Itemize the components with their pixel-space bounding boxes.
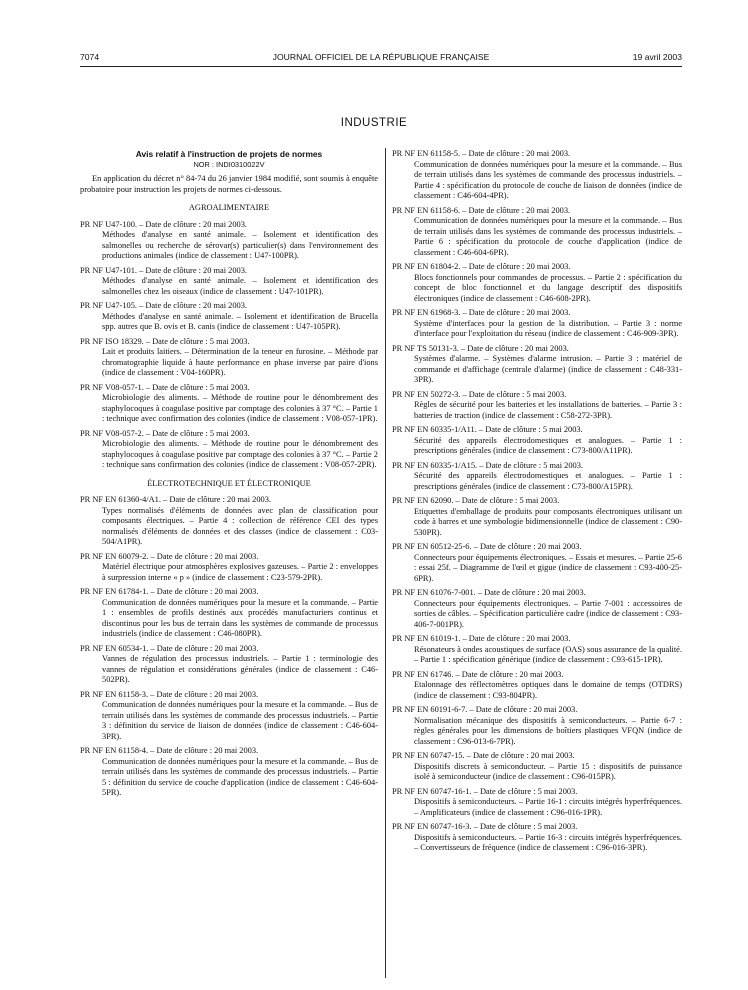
standard-entry (80, 301, 378, 333)
standard-entry (392, 705, 682, 747)
standard-entry (392, 149, 682, 202)
entry-description: Normalisation mécanique des dispositifs à semiconducteurs. – Partie 6-7 : règles générales pour les dimensions de boîtiers plastiques VFQN (indice de classement : C96-013-6-7PR). (414, 715, 682, 746)
entry-description: Blocs fonctionnels pour commandes de processus. – Partie 2 : spécification du concept de bloc fonctionnel et du langage descriptif des dispositifs électroniques (indice de classement : C46-608-2PR). (414, 272, 682, 303)
entry-reference: PR NF EN 61158-5. – Date de clôture : 20 mai 2003. (392, 149, 571, 158)
entry-description: Vannes de régulation des processus industriels. – Partie 1 : terminologie des vannes de régulation et considérations générales (indice de classement : C46-502PR). (102, 654, 378, 684)
entry-description: Dispositifs à semiconducteurs. – Partie 16-1 : circuits intégrés hyperfréquences. – Amplificateurs (indice de classement : C96-016-1PR). (414, 797, 682, 817)
standard-entry (80, 552, 378, 584)
standard-entry (80, 587, 378, 640)
standard-entry (80, 690, 378, 743)
standard-entry (392, 634, 682, 666)
journal-title: JOURNAL OFFICIEL DE LA RÉPUBLIQUE FRANÇAISE (272, 52, 490, 62)
standard-entry (392, 787, 682, 819)
standard-entry (392, 206, 682, 259)
entry-description: Méthodes d'analyse en santé animale. – Isolement et identification des salmonelles ou recherche de sérovar(s) particulier(s) dans l'environnement des productions animales (indice de classement : U47-100PR). (102, 230, 378, 260)
standard-entry (80, 383, 378, 425)
entry-reference: PR NF U47-100. – Date de clôture : 20 mai 2003. (80, 219, 248, 229)
entry-reference: PR NF TS 50131-3. – Date de clôture : 20 mai 2003. (392, 343, 569, 353)
entry-description: Microbiologie des aliments. – Méthode de routine pour le dénombrement des staphylocoques à coagulase positive par comptage des colonies à 37 °C. – Partie 2 : technique sans confirmation des colonies (indice de classement : V08-057-2PR). (102, 439, 378, 469)
entry-reference: PR NF EN 62090. – Date de clôture : 5 mai 2003. (392, 496, 560, 505)
left-groups (80, 203, 378, 799)
entry-reference: PR NF EN 50272-3. – Date de clôture : 5 mai 2003. (392, 389, 567, 399)
standard-entry (80, 644, 378, 686)
entry-reference: PR NF EN 60512-25-6. – Date de clôture : 20 mai 2003. (392, 542, 582, 551)
entry-description: Communication de données numériques pour la mesure et la commande. – Partie 1 : ensembles de profils destinés aux procédés manufacturiers continus et discontinus pour les bus de terrain dans les systèmes de commande de processus industriels (indice de classement : C46-080PR). (102, 597, 378, 638)
standard-entry (392, 822, 682, 854)
standard-entry (392, 344, 682, 386)
right-column (392, 149, 682, 858)
entry-reference: PR NF V08-057-2. – Date de clôture : 5 mai 2003. (80, 428, 250, 438)
entry-description: Sécurité des appareils électrodomestiques et analogues. – Partie 1 : prescriptions générales (indice de classement : C73-800/A15PR). (414, 471, 682, 491)
right-entries (392, 149, 682, 854)
entry-reference: PR NF EN 60335-1/A11. – Date de clôture : 5 mai 2003. (392, 425, 583, 434)
entry-description: Connecteurs pour équipements électroniques. – Partie 7-001 : accessoires de sorties de câbles. – Spécification particulière cadre (indice de classement : C93-406-7-001PR). (414, 598, 682, 629)
entry-reference: PR NF EN 60747-16-3. – Date de clôture : 5 mai 2003. (392, 822, 578, 831)
entry-reference: PR NF EN 61746. – Date de clôture : 20 mai 2003. (392, 669, 564, 679)
standard-entry (392, 461, 682, 493)
entry-description: Sécurité des appareils électrodomestiques et analogues. – Partie 1 : prescriptions générales (indice de classement : C73-800/A11PR). (414, 435, 682, 455)
entry-reference: PR NF U47-101. – Date de clôture : 20 mai 2003. (80, 265, 248, 275)
standard-entry (392, 496, 682, 538)
entry-reference: PR NF EN 61360-4/A1. – Date de clôture : 20 mai 2003. (80, 495, 271, 504)
entry-description: Systèmes d'alarme. – Systèmes d'alarme intrusion. – Partie 3 : matériel de commande et d'affichage (centrale d'alarme) (indice de classement : C48-331-3PR). (414, 354, 682, 384)
entry-description: Communication de données numériques pour la mesure et la commande. – Bus de terrain utilisés dans les systèmes de commande des processus industriels. – Partie 3 : définition du service de liaison de données (indice de classement : C46-604-3PR). (102, 700, 378, 741)
entry-description: Microbiologie des aliments. – Méthode de routine pour le dénombrement des staphylocoques à coagulase positive par comptage des colonies à 37 °C. – Partie 1 : technique avec confirmation des colonies (indice de classement : V08-057-1PR). (102, 393, 378, 423)
entry-description: Connecteurs pour équipements électroniques. – Essais et mesures. – Partie 25-6 : essai 25f. – Diagramme de l'œil et gigue (indice de classement : C93-400-25-6PR). (414, 552, 682, 583)
entry-description: Système d'interfaces pour la gestion de la distribution. – Partie 3 : norme d'interface pour l'exploitation du réseau (indice de classement : C46-909-3PR). (414, 318, 682, 338)
standard-entry (80, 266, 378, 298)
section-title: INDUSTRIE (340, 117, 408, 129)
page-number: 7074 (80, 52, 100, 62)
standard-entry (392, 542, 682, 584)
page-header (80, 52, 682, 66)
standard-entry (392, 751, 682, 783)
entry-description: Lait et produits laitiers. – Détermination de la teneur en furosine. – Méthode par chromatographie liquide à haute performance en phase inverse par paire d'ions (indice de classement : V04-160PR). (102, 347, 378, 377)
entry-description: Dispositifs discrets à semiconducteur. – Partie 15 : dispositifs de puissance isolé à semiconducteur (indice de classement : C96-015PR). (414, 761, 682, 781)
entry-reference: PR NF EN 60191-6-7. – Date de clôture : 20 mai 2003. (392, 705, 578, 714)
notice-intro: En application du décret n° 84-74 du 26 janvier 1984 modifié, sont soumis à enquête probatoire pour instruction les projets de normes ci-dessous. (80, 174, 378, 194)
standard-entry (80, 429, 378, 471)
entry-description: Etiquettes d'emballage de produits pour composants électroniques utilisant un code à barres et une symbologie bidimensionnelle (indice de classement : C90-530PR). (414, 506, 682, 537)
standard-entry (392, 308, 682, 340)
standard-entry (80, 495, 378, 548)
entry-reference: PR NF EN 61076-7-001. – Date de clôture : 20 mai 2003. (392, 588, 586, 597)
entry-reference: PR NF EN 61968-3. – Date de clôture : 20 mai 2003. (392, 308, 571, 317)
header-rule (80, 66, 682, 67)
entry-reference: PR NF EN 61804-2. – Date de clôture : 20 mai 2003. (392, 262, 571, 271)
category-heading: ÉLECTROTECHNIQUE ET ÉLECTRONIQUE (147, 478, 311, 488)
entry-reference: PR NF V08-057-1. – Date de clôture : 5 mai 2003. (80, 382, 250, 392)
entry-reference: PR NF ISO 18329. – Date de clôture : 5 mai 2003. (80, 336, 250, 346)
entry-reference: PR NF EN 60747-15. – Date de clôture : 20 mai 2003. (392, 751, 575, 760)
entry-reference: PR NF EN 61784-1. – Date de clôture : 20 mai 2003. (80, 587, 259, 596)
entry-description: Dispositifs à semiconducteurs. – Partie 16-3 : circuits intégrés hyperfréquences. – Convertisseurs de fréquence (indice de classement : C96-016-3PR). (414, 832, 682, 852)
entry-description: Communication de données numériques pour la mesure et la commande. – Bus de terrain utilisés dans les systèmes de commande des processus industriels. – Partie 6 : spécification du protocole de couche d'application (indice de classement : C46-604-6PR). (414, 216, 682, 257)
category-heading: AGROALIMENTAIRE (188, 203, 270, 212)
standard-entry (392, 425, 682, 457)
entry-description: Matériel électrique pour atmosphères explosives gazeuses. – Partie 2 : enveloppes à surpression interne « p » (indice de classement : C23-579-2PR). (102, 562, 378, 582)
entry-reference: PR NF EN 60079-2. – Date de clôture : 20 mai 2003. (80, 551, 259, 561)
standard-entry (80, 337, 378, 379)
entry-reference: PR NF EN 61158-4. – Date de clôture : 20 mai 2003. (80, 746, 259, 755)
entry-description: Types normalisés d'éléments de données avec plan de classification pour composants électriques. – Partie 4 : collection de référence CEI des types normalisés d'éléments de données et des classes (indice de classement : C03-504/A1PR). (102, 505, 378, 546)
entry-description: Communication de données numériques pour la mesure et la commande. – Bus de terrain utilisés dans les systèmes de commande des processus industriels. – Partie 4 : spécification du protocole de couche de liaison de données (indice de classement : C46-604-4PR). (414, 159, 682, 200)
entry-description: Communication de données numériques pour la mesure et la commande. – Bus de terrain utilisés dans les systèmes de commande des processus industriels. – Partie 5 : définition du service de couche d'application (indice de classement : C46-604-5PR). (102, 756, 378, 797)
entry-reference: PR NF EN 61158-6. – Date de clôture : 20 mai 2003. (392, 205, 571, 215)
entry-reference: PR NF EN 60747-16-1. – Date de clôture : 5 mai 2003. (392, 786, 578, 796)
entry-description: Règles de sécurité pour les batteries et les installations de batteries. – Partie 3 : batteries de traction (indice de classement : C58-272-3PR). (414, 400, 682, 420)
entry-description: Méthodes d'analyse en santé animale. – Isolement et identification de Brucella spp. autres que B. ovis et B. canis (indice de classement : U47-105PR). (102, 311, 378, 331)
entry-reference: PR NF EN 61158-3. – Date de clôture : 20 mai 2003. (80, 689, 259, 699)
standard-entry (392, 262, 682, 304)
standard-entry (80, 746, 378, 799)
entry-reference: PR NF EN 60335-1/A15. – Date de clôture : 5 mai 2003. (392, 460, 583, 470)
standard-entry (392, 670, 682, 702)
standard-entry (392, 390, 682, 422)
column-divider (385, 148, 386, 978)
notice-title: Avis relatif à l'instruction de projets de normes (135, 149, 323, 159)
entry-reference: PR NF U47-105. – Date de clôture : 20 mai 2003. (80, 301, 248, 310)
left-column (80, 149, 378, 803)
entry-description: Méthodes d'analyse en santé animale. – Isolement et identification des salmonelles chez les oiseaux (indice de classement : U47-101PR). (102, 276, 378, 296)
standard-entry (392, 588, 682, 630)
nor-reference: NOR : INDI0310022V (193, 159, 265, 169)
entry-description: Résonateurs à ondes acoustiques de surface (OAS) sous assurance de la qualité. – Partie 1 : spécification générique (indice de classement : C93-615-1PR). (414, 644, 682, 664)
standard-entry (80, 220, 378, 262)
entry-description: Etalonnage des réflectomètres optiques dans le domaine de temps (OTDRS) (indice de classement : C93-804PR). (414, 680, 682, 700)
publication-date: 19 avril 2003 (632, 52, 682, 62)
entry-reference: PR NF EN 61019-1. – Date de clôture : 20 mai 2003. (392, 634, 571, 643)
entry-reference: PR NF EN 60534-1. – Date de clôture : 20 mai 2003. (80, 643, 259, 653)
